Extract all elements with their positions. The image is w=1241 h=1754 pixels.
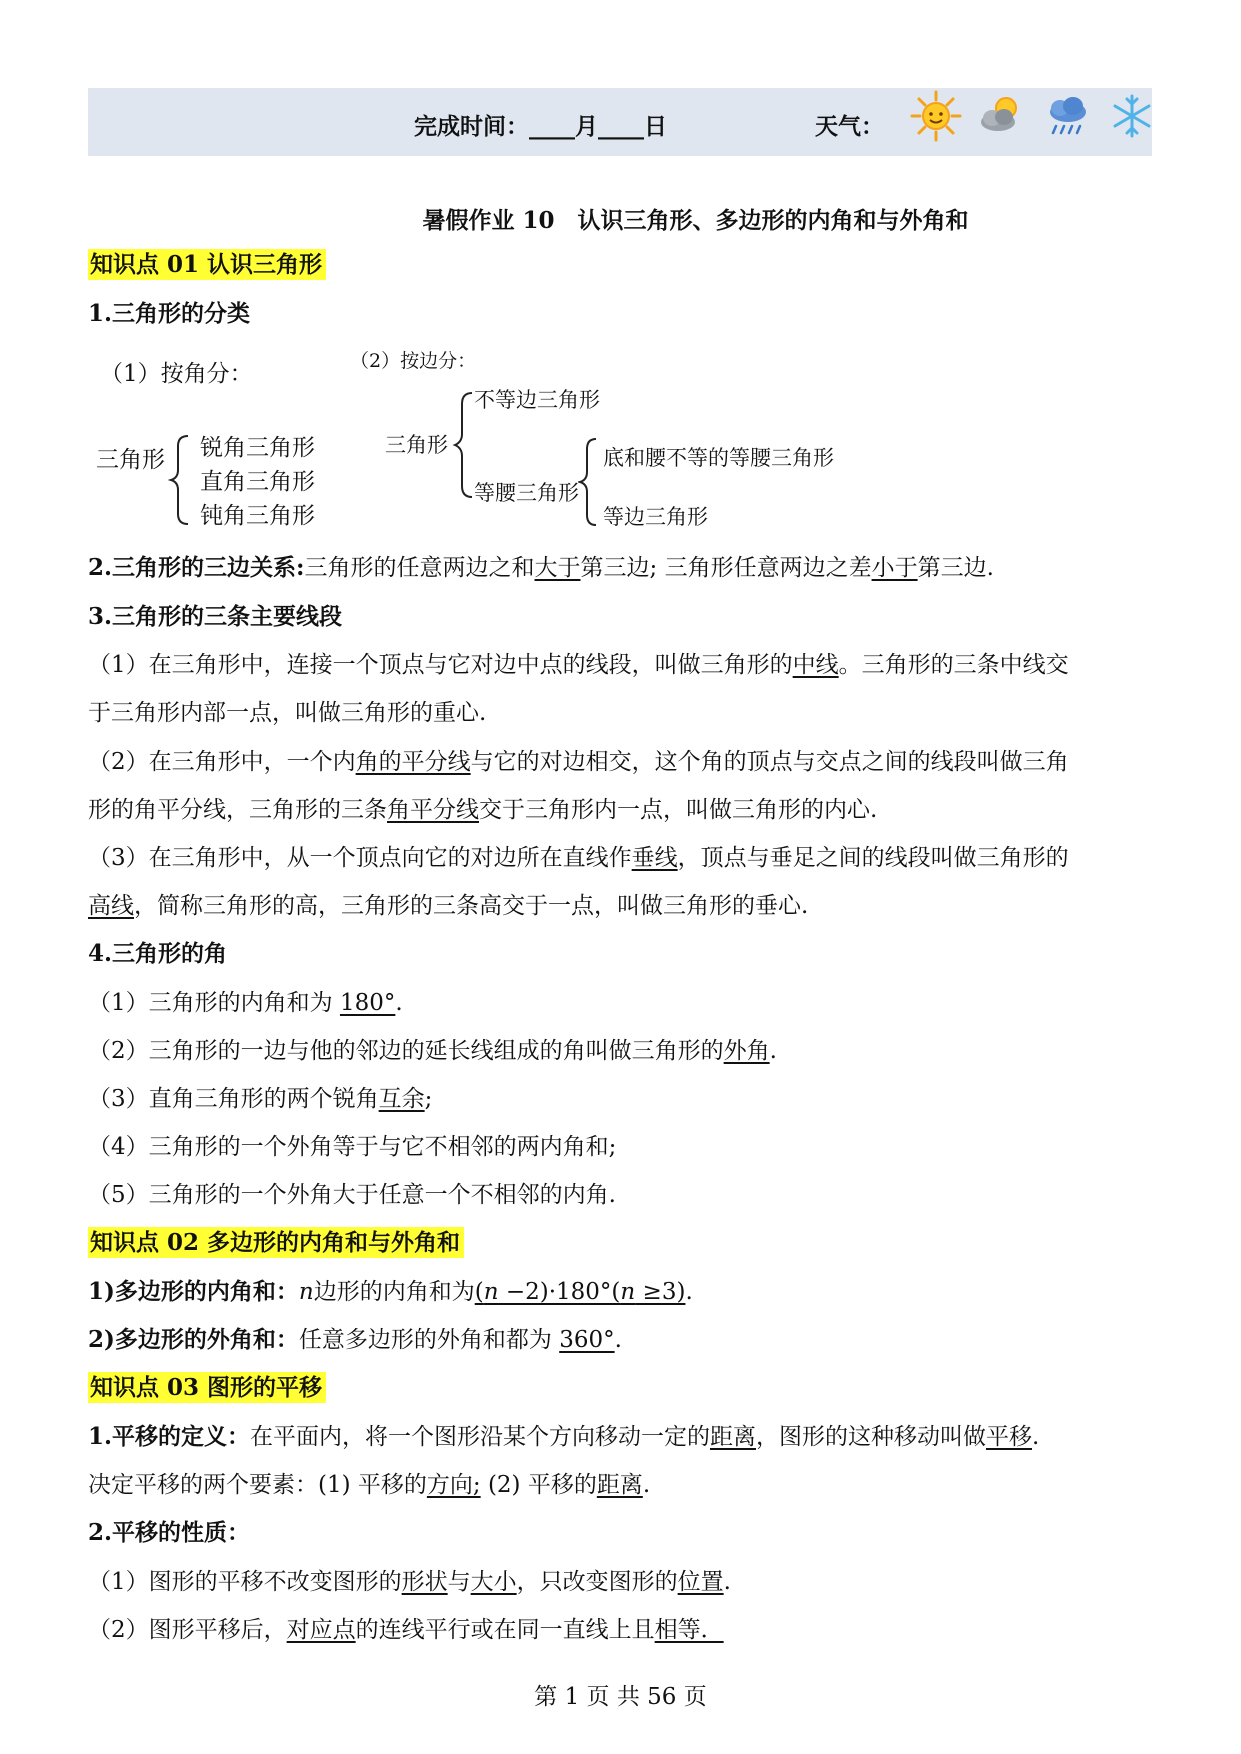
s3-p3c: ，简称三角形的高，三角形的三条高交于一点，叫做三角形的垂心. <box>134 893 809 919</box>
s4-item-2 <box>88 1036 777 1066</box>
by-angle-item-acute: 锐角三角形 <box>200 435 315 461</box>
kp3-p1-shape: 形状 <box>401 1569 448 1595</box>
s4-item-3 <box>88 1084 432 1114</box>
kp3-elements <box>88 1470 650 1500</box>
s3-p3-line1 <box>88 843 1069 873</box>
s2-text-2: 第三边; 三角形任意两边之差 <box>580 555 872 581</box>
s3-p1a: （1）在三角形中，连接一个顶点与它对边中点的线段，叫做三角形的 <box>88 652 793 678</box>
s3-p3-altitude: 高线 <box>88 893 134 919</box>
kp2-l2-text: 任意多边形的外角和都为 <box>298 1327 560 1353</box>
kp2-formula-n1: n <box>483 1279 499 1305</box>
s2-paragraph <box>88 553 994 583</box>
kp3-properties-title: 2.平移的性质： <box>88 1519 251 1546</box>
kp3-p1d: . <box>723 1569 731 1595</box>
kp2-formula-a: ( <box>474 1279 484 1305</box>
s3-p2b: 与它的对边相交，这个角的顶点与交点之间的线段叫做三角 <box>470 749 1069 775</box>
isosceles-equilateral: 等边三角形 <box>603 505 708 529</box>
by-side-isosceles: 等腰三角形 <box>474 481 579 505</box>
kp2-line-2 <box>88 1325 622 1355</box>
partly-cloudy-icon[interactable] <box>974 88 1030 144</box>
s3-p1-median: 中线 <box>792 652 839 678</box>
kp2-l1-end: . <box>685 1279 693 1305</box>
kp3-property-1 <box>88 1567 731 1597</box>
weather-label: 天气： <box>815 113 884 140</box>
kp1-heading <box>88 250 326 280</box>
kp2-l1-title: 1)多边形的内角和： <box>88 1278 299 1305</box>
kp3-definition <box>88 1422 1039 1452</box>
kp2-formula-c: ≥3) <box>635 1279 686 1305</box>
kp2-heading-text: 知识点 02 多边形的内角和与外角和 <box>88 1227 464 1258</box>
kp2-l1-text: 边形的内角和为 <box>313 1279 475 1305</box>
kp2-l2-title: 2)多边形的外角和： <box>88 1326 299 1353</box>
kp3-p1-position: 位置 <box>677 1569 724 1595</box>
s3-p3b: ，顶点与垂足之间的线段叫做三角形的 <box>677 845 1069 871</box>
kp3-p2b: 的连线平行或在同一直线上且 <box>355 1617 655 1643</box>
kp3-p2-equal: 相等． <box>654 1617 724 1643</box>
kp2-line-1 <box>88 1277 693 1307</box>
s3-p2-line2 <box>88 795 877 825</box>
kp3-p2-corresponding-points: 对应点 <box>286 1617 356 1643</box>
kp3-d-a: 在平面内，将一个图形沿某个方向移动一定的 <box>250 1424 711 1450</box>
by-angle-brace <box>168 432 192 528</box>
by-side-root: 三角形 <box>385 433 448 457</box>
kp3-e-distance: 距离 <box>596 1472 643 1498</box>
kp3-e-c: . <box>642 1472 651 1498</box>
kp2-heading <box>88 1228 464 1258</box>
kp3-p2a: （2）图形平移后， <box>88 1617 287 1643</box>
s3-p2c: 形的角平分线，三角形的三条 <box>88 797 387 823</box>
s4-i2b: . <box>769 1038 777 1064</box>
s4-i3-complementary: 互余 <box>378 1086 425 1112</box>
kp2-l2-end: . <box>614 1327 622 1353</box>
kp3-p1b: 与 <box>447 1569 471 1595</box>
kp3-property-2 <box>88 1615 724 1645</box>
s3-p2-line1 <box>88 747 1069 777</box>
s3-p2-bisector-2: 角平分线 <box>387 797 479 823</box>
kp3-d-distance: 距离 <box>710 1424 757 1450</box>
kp3-d-translation: 平移 <box>986 1424 1033 1450</box>
by-side-label: （2）按边分： <box>350 350 477 372</box>
kp3-heading <box>88 1373 326 1403</box>
kp3-e-b: (2) 平移的 <box>480 1472 597 1498</box>
s3-p3-perpendicular: 垂线 <box>631 845 678 871</box>
kp3-p1-size: 大小 <box>470 1569 517 1595</box>
by-angle-item-obtuse: 钝角三角形 <box>200 503 315 529</box>
s4-i1-value: 180° <box>339 990 396 1016</box>
by-side-brace <box>452 390 476 500</box>
by-angle-root: 三角形 <box>96 447 165 473</box>
s3-p1b: 。三角形的三条中线交 <box>838 652 1069 678</box>
s3-title: 3.三角形的三条主要线段 <box>88 603 343 630</box>
kp3-d-c: . <box>1032 1424 1040 1450</box>
s2-text-3: 第三边. <box>917 555 994 581</box>
s3-p2a: （2）在三角形中，一个内 <box>88 749 356 775</box>
isosceles-brace <box>578 436 600 528</box>
isosceles-non-equilateral: 底和腰不等的等腰三角形 <box>603 446 834 470</box>
s4-i1a: （1）三角形的内角和为 <box>88 990 340 1016</box>
s4-item-4: （4）三角形的一个外角等于与它不相邻的两内角和; <box>88 1134 617 1160</box>
s4-item-5: （5）三角形的一个外角大于任意一个不相邻的内角. <box>88 1182 616 1208</box>
kp3-heading-text: 知识点 03 图形的平移 <box>88 1372 326 1403</box>
s2-title: 2.三角形的三边关系: <box>88 554 305 581</box>
kp2-formula-n2: n <box>620 1279 636 1305</box>
kp3-e-direction: 方向; <box>426 1472 481 1498</box>
kp2-l2-value: 360° <box>559 1327 615 1353</box>
kp2-l1-formula <box>475 1279 686 1305</box>
kp3-d-b: ，图形的这种移动叫做 <box>756 1424 987 1450</box>
page-footer: 第 1 页 共 56 页 <box>534 1684 707 1710</box>
kp2-formula-b: −2)·180°( <box>498 1279 621 1305</box>
kp3-e-a: 决定平移的两个要素：(1) 平移的 <box>88 1472 427 1498</box>
s4-i3b: ; <box>424 1086 433 1112</box>
page-title: 暑假作业 10 认识三角形、多边形的内角和与外角和 <box>422 207 969 234</box>
sun-icon[interactable] <box>908 88 964 144</box>
s2-text-1: 三角形的任意两边之和 <box>304 555 535 581</box>
s4-title: 4.三角形的角 <box>88 940 228 967</box>
s3-p2-bisector: 角的平分线 <box>355 749 471 775</box>
s3-p1-line1 <box>88 650 1069 680</box>
by-angle-label: （1）按角分： <box>100 361 253 387</box>
kp3-p1a: （1）图形的平移不改变图形的 <box>88 1569 402 1595</box>
s2-underline-less: 小于 <box>871 555 918 581</box>
kp1-heading-text: 知识点 01 认识三角形 <box>88 249 326 280</box>
kp2-l1-n: n <box>298 1279 314 1305</box>
s4-i3a: （3）直角三角形的两个锐角 <box>88 1086 379 1112</box>
snowflake-icon[interactable] <box>1104 88 1160 144</box>
rain-cloud-icon[interactable] <box>1040 88 1096 144</box>
kp3-d-title: 1.平移的定义： <box>88 1423 251 1450</box>
completion-time-label: 完成时间：____月____日 <box>414 113 667 140</box>
s3-p3-line2 <box>88 891 808 921</box>
kp3-p1c: ，只改变图形的 <box>516 1569 678 1595</box>
s3-p2d: 交于三角形内一点，叫做三角形的内心. <box>479 797 878 823</box>
s4-item-1 <box>88 988 403 1018</box>
by-side-scalene: 不等边三角形 <box>474 388 600 412</box>
by-angle-item-right: 直角三角形 <box>200 469 315 495</box>
s4-i2-exterior-angle: 外角 <box>723 1038 770 1064</box>
s1-title: 1.三角形的分类 <box>88 300 251 327</box>
s2-underline-greater: 大于 <box>534 555 581 581</box>
s4-i2a: （2）三角形的一边与他的邻边的延长线组成的角叫做三角形的 <box>88 1038 724 1064</box>
s3-p3a: （3）在三角形中，从一个顶点向它的对边所在直线作 <box>88 845 632 871</box>
s3-p1-line2: 于三角形内部一点，叫做三角形的重心. <box>88 700 487 726</box>
s4-i1b: . <box>395 990 403 1016</box>
